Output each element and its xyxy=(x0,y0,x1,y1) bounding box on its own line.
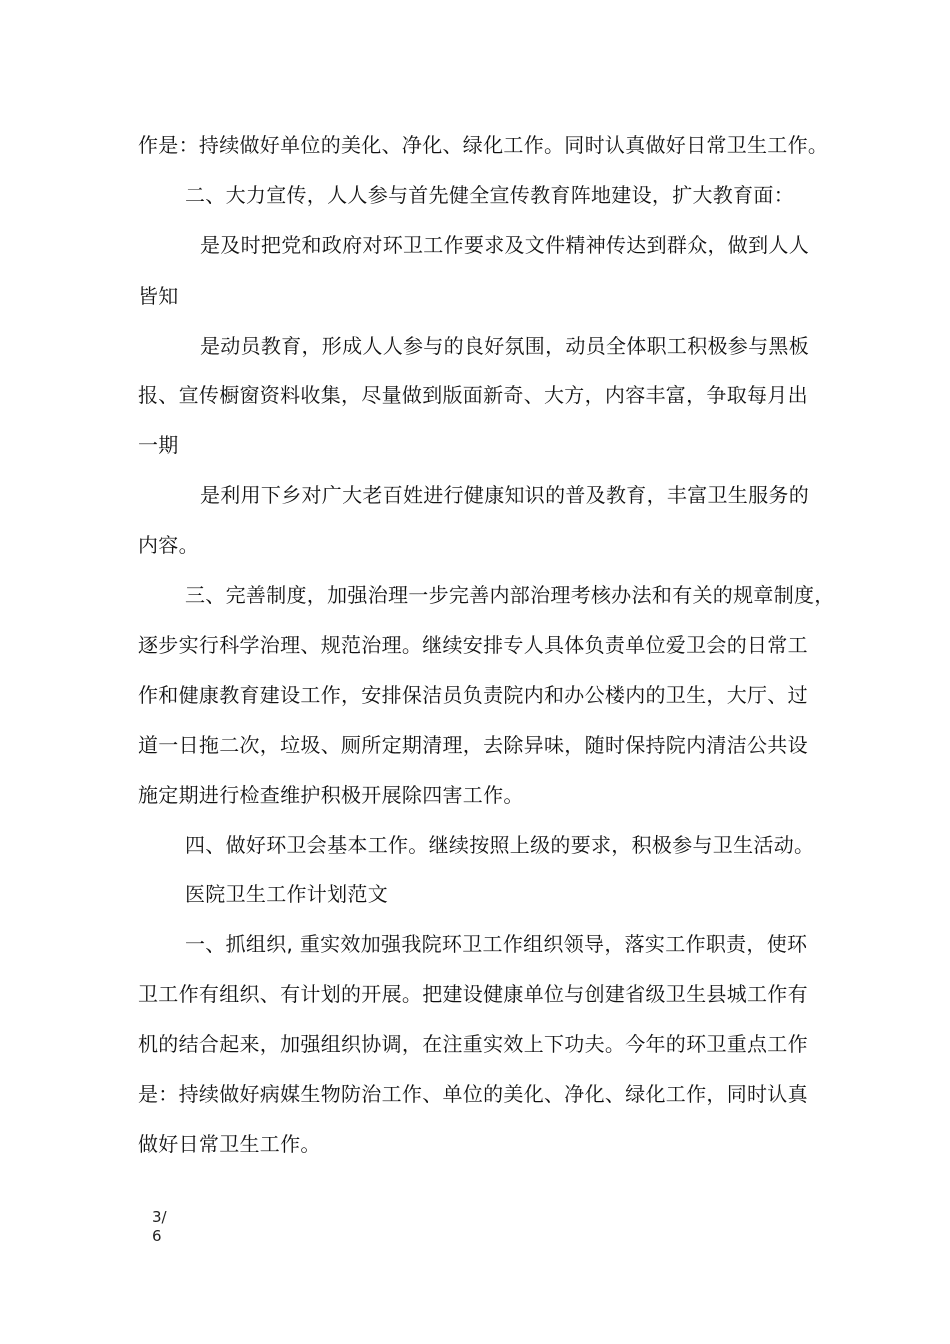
text-line-7: 一期 xyxy=(138,433,179,457)
page-number xyxy=(152,1208,182,1246)
text-line-3: 是及时把党和政府对环卫工作要求及文件精神传达到群众，做到人人 xyxy=(200,233,809,257)
text-line-8: 是利用下乡对广大老百姓进行健康知识的普及教育，丰富卫生服务的 xyxy=(200,483,809,507)
text-line-15: 四、做好环卫会基本工作。继续按照上级的要求，积极参与卫生活动。 xyxy=(185,833,815,857)
section-title: 医院卫生工作计划范文 xyxy=(185,882,388,906)
text-line-1: 作是：持续做好单位的美化、净化、绿化工作。同时认真做好日常卫生工作。 xyxy=(138,133,829,157)
text-line-19: 机的结合起来，加强组织协调，在注重实效上下功夫。今年的环卫重点工作 xyxy=(138,1032,808,1056)
text-line-20: 是：持续做好病媒生物防治工作、单位的美化、净化、绿化工作，同时认真 xyxy=(138,1082,808,1106)
text-line-21: 做好日常卫生工作。 xyxy=(138,1132,321,1156)
text-line-11: 逐步实行科学治理、规范治理。继续安排专人具体负责单位爱卫会的日常工 xyxy=(138,633,808,657)
text-line-18: 卫工作有组织、有计划的开展。把建设健康单位与创建省级卫生县城工作有 xyxy=(138,982,808,1006)
page-number-current: 3/ xyxy=(152,1208,167,1226)
text-line-13: 道一日拖二次，垃圾、厕所定期清理，去除异味，随时保持院内清洁公共设 xyxy=(138,733,808,757)
text-line-14: 施定期进行检查维护积极开展除四害工作。 xyxy=(138,783,524,807)
text-line-12: 作和健康教育建设工作，安排保洁员负责院内和办公楼内的卫生，大厅、过 xyxy=(138,683,808,707)
text-line-17: 一、抓组织, 重实效加强我院环卫工作组织领导，落实工作职责，使环 xyxy=(185,932,808,956)
text-line-9: 内容。 xyxy=(138,533,199,557)
text-line-2: 二、大力宣传，人人参与首先健全宣传教育阵地建设，扩大教育面： xyxy=(185,183,794,207)
text-line-10: 三、完善制度，加强治理一步完善内部治理考核办法和有关的规章制度， xyxy=(185,583,835,607)
page-number-total: 6 xyxy=(152,1227,162,1245)
text-line-6: 报、宣传橱窗资料收集，尽量做到版面新奇、大方，内容丰富，争取每月出 xyxy=(138,383,808,407)
text-line-5: 是动员教育，形成人人参与的良好氛围，动员全体职工积极参与黑板 xyxy=(200,334,809,358)
text-line-4: 皆知 xyxy=(138,284,179,308)
